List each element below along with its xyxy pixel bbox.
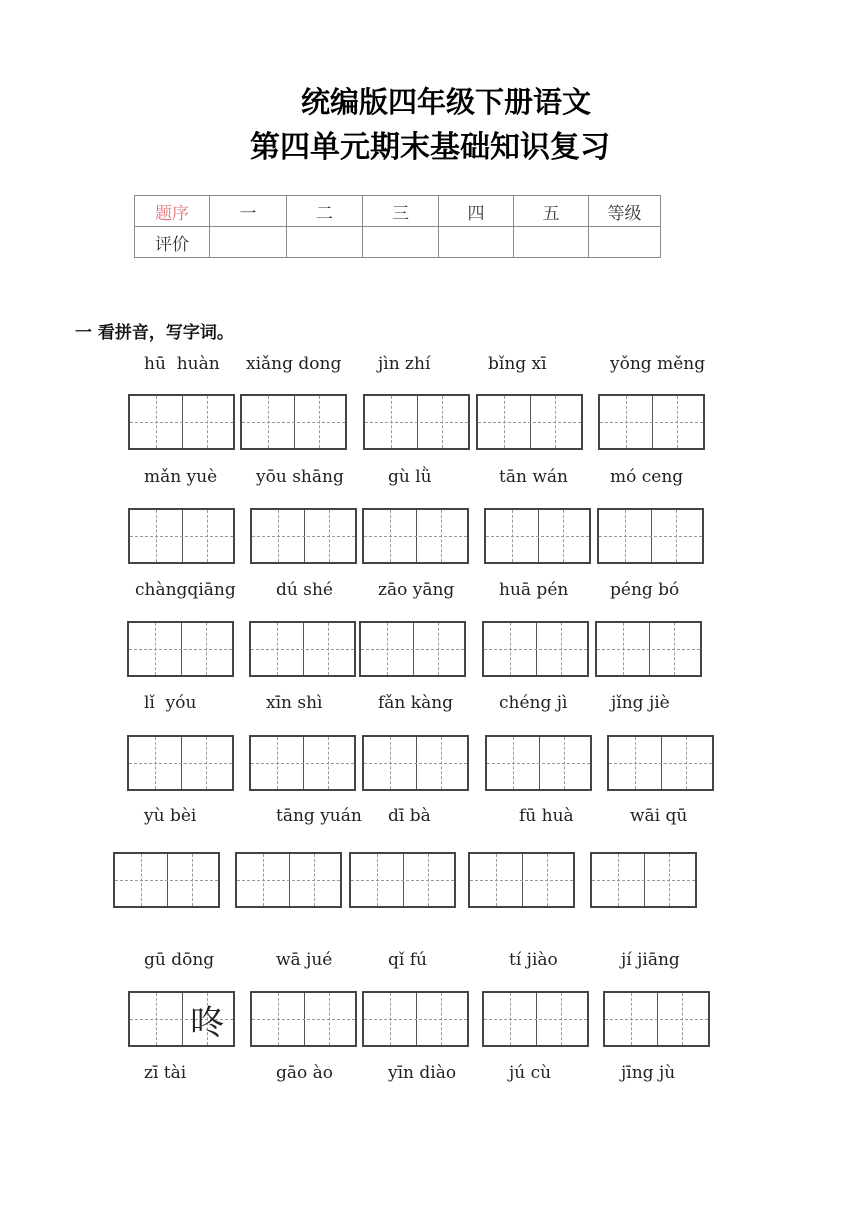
score-header-cell: 五: [514, 196, 589, 227]
writing-grid[interactable]: [113, 852, 220, 908]
score-header-cell: 题序: [135, 196, 210, 227]
pinyin-label: jīng jù: [621, 1063, 676, 1083]
writing-grid[interactable]: [598, 394, 705, 450]
writing-grid[interactable]: [482, 621, 589, 677]
pinyin-label: mó ceng: [610, 467, 684, 487]
pinyin-label: fū huà: [519, 806, 574, 826]
writing-grid[interactable]: [362, 508, 469, 564]
pinyin-label: zī tài: [144, 1063, 187, 1083]
score-cell[interactable]: [287, 227, 363, 258]
score-table: [134, 195, 661, 258]
pinyin-label: fǎn kàng: [378, 693, 454, 713]
page-title-line1: 统编版四年级下册语文: [300, 85, 591, 119]
writing-grid[interactable]: [250, 508, 357, 564]
filled-character: 咚: [190, 1002, 225, 1043]
score-cell[interactable]: [514, 227, 589, 258]
writing-grid[interactable]: [603, 991, 710, 1047]
pinyin-label: jìn zhí: [378, 354, 431, 374]
writing-grid[interactable]: [349, 852, 456, 908]
writing-grid[interactable]: [235, 852, 342, 908]
pinyin-label: tí jiào: [509, 950, 558, 970]
score-header-cell: 一: [210, 196, 287, 227]
writing-grid[interactable]: [128, 991, 235, 1047]
score-table-header-row: [135, 196, 661, 227]
writing-grid[interactable]: [128, 394, 235, 450]
score-header-cell: 三: [363, 196, 439, 227]
score-table-eval-row: [135, 227, 661, 258]
writing-grid[interactable]: [482, 991, 589, 1047]
pinyin-label: chéng jì: [499, 693, 568, 713]
writing-grid[interactable]: [128, 508, 235, 564]
pinyin-label: yǒng měng: [610, 354, 706, 374]
writing-grid[interactable]: [590, 852, 697, 908]
section-title: 一 看拼音，写字词。: [75, 323, 234, 343]
pinyin-label: huā pén: [499, 580, 569, 600]
writing-grid[interactable]: [363, 394, 470, 450]
pinyin-label: tāng yuán: [276, 806, 362, 826]
writing-grid[interactable]: [362, 735, 469, 791]
pinyin-label: yōu shāng: [256, 467, 344, 487]
writing-grid[interactable]: [359, 621, 466, 677]
pinyin-label: jǐng jiè: [611, 693, 670, 713]
pinyin-label: péng bó: [610, 580, 680, 600]
pinyin-label: gù lǜ: [388, 467, 432, 487]
pinyin-label: lǐ yóu: [144, 693, 197, 713]
score-header-cell: 四: [439, 196, 514, 227]
writing-grid[interactable]: [597, 508, 704, 564]
pinyin-label: tān wán: [499, 467, 568, 487]
writing-grid[interactable]: [468, 852, 575, 908]
pinyin-label: bǐng xī: [488, 354, 547, 374]
pinyin-label: qǐ fú: [388, 950, 427, 970]
page-title-line2: 第四单元期末基础知识复习: [250, 130, 610, 165]
writing-grid[interactable]: [127, 735, 234, 791]
score-header-cell: 等级: [589, 196, 661, 227]
writing-grid[interactable]: [240, 394, 347, 450]
pinyin-label: zāo yāng: [378, 580, 455, 600]
pinyin-label: dī bà: [388, 806, 431, 826]
pinyin-label: yù bèi: [144, 806, 197, 826]
writing-grid[interactable]: [607, 735, 714, 791]
writing-grid[interactable]: [250, 991, 357, 1047]
writing-grid[interactable]: [362, 991, 469, 1047]
score-cell[interactable]: [589, 227, 661, 258]
writing-grid[interactable]: [127, 621, 234, 677]
writing-grid[interactable]: [595, 621, 702, 677]
pinyin-label: jí jiāng: [621, 950, 680, 970]
pinyin-label: gū dōng: [144, 950, 215, 970]
score-cell[interactable]: [439, 227, 514, 258]
pinyin-label: dú shé: [276, 580, 333, 600]
score-cell[interactable]: [210, 227, 287, 258]
score-header-cell: 二: [287, 196, 363, 227]
pinyin-label: jú cù: [509, 1063, 552, 1083]
writing-grid[interactable]: [249, 735, 356, 791]
pinyin-label: yīn diào: [388, 1063, 457, 1083]
pinyin-label: wāi qū: [630, 806, 688, 826]
score-row-label: 评价: [135, 227, 210, 258]
pinyin-label: xiǎng dong: [246, 354, 342, 374]
writing-grid[interactable]: [249, 621, 356, 677]
pinyin-label: chàngqiāng: [135, 580, 236, 600]
writing-grid[interactable]: [476, 394, 583, 450]
pinyin-label: mǎn yuè: [144, 467, 218, 487]
writing-grid[interactable]: [485, 735, 592, 791]
pinyin-label: hū huàn: [144, 354, 220, 374]
pinyin-label: gāo ào: [276, 1063, 334, 1083]
score-cell[interactable]: [363, 227, 439, 258]
writing-grid[interactable]: [484, 508, 591, 564]
pinyin-label: wā jué: [276, 950, 333, 970]
pinyin-label: xīn shì: [266, 693, 323, 713]
